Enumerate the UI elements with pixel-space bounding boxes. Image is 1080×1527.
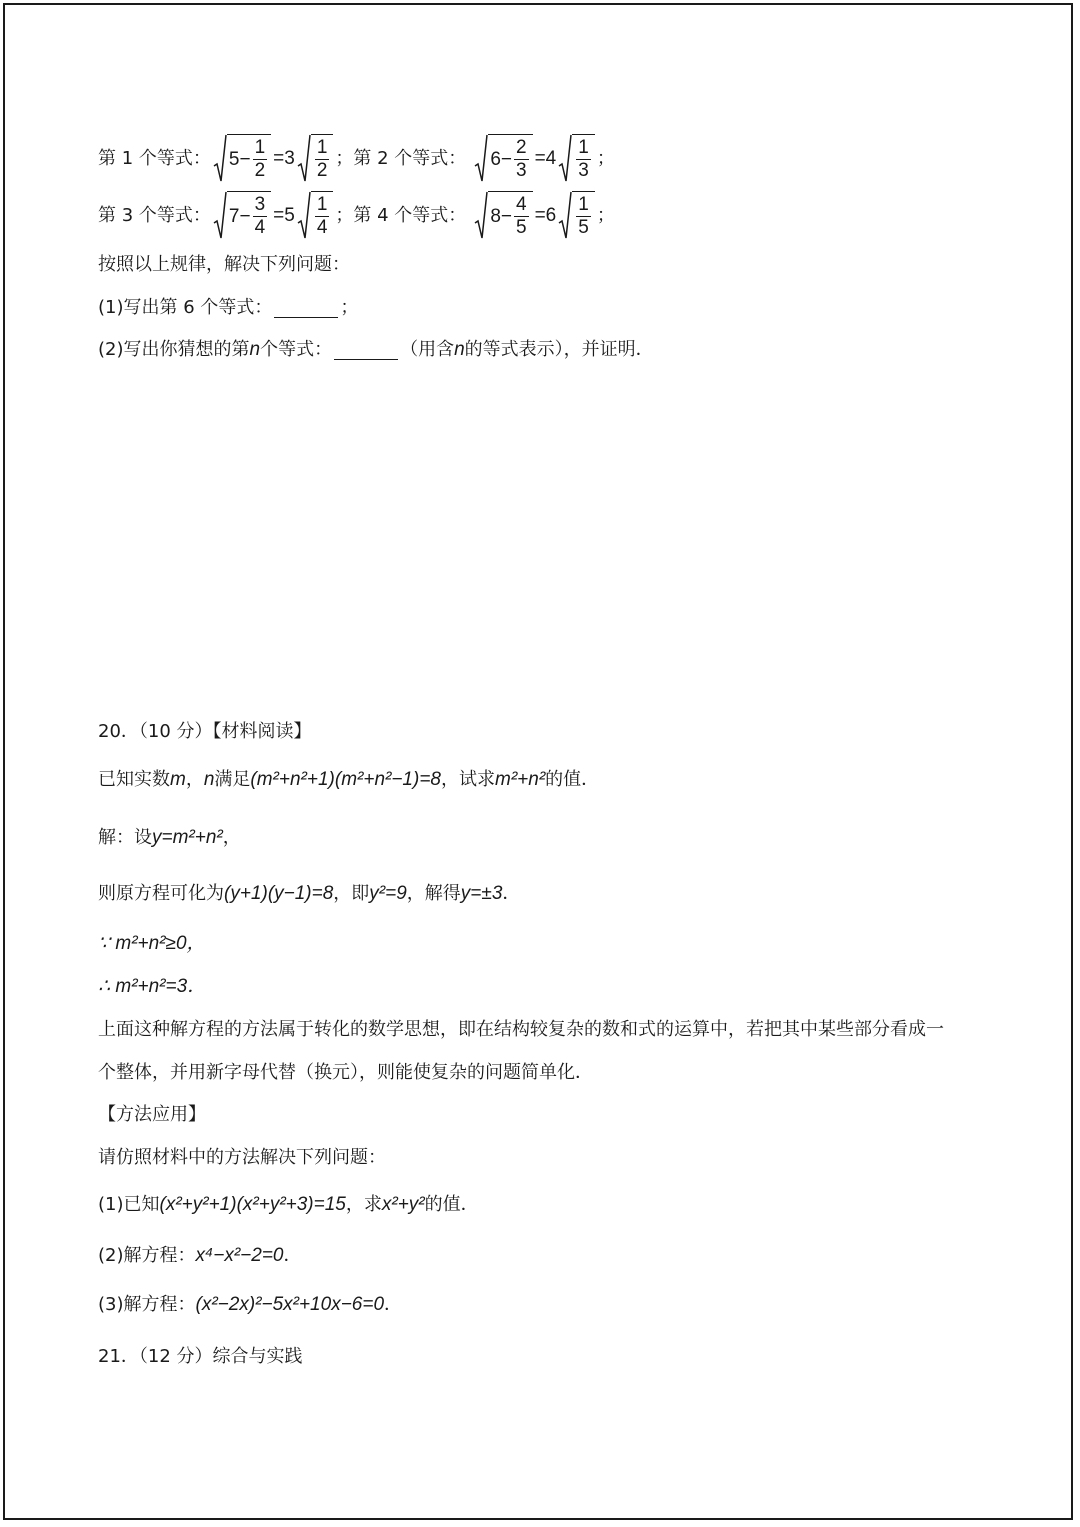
sep1: ； <box>335 148 354 169</box>
eq2-rhs-radical <box>558 134 595 184</box>
q19-part2-text-d: 的等式表示），并证明． <box>464 339 654 360</box>
q21-header: 21．（12 分）综合与实践 <box>98 1346 303 1367</box>
method-paragraph-2: 个整体，并用新字母代替（换元），则能使复杂的问题简单化． <box>98 1062 593 1083</box>
transform-text-d: ． <box>502 883 521 904</box>
var-n-2: n <box>454 339 465 360</box>
q20-solution-set <box>98 826 241 850</box>
eq1-rhs-radical <box>297 134 334 184</box>
app2-equation: x⁴−x²−2=0 <box>195 1245 284 1266</box>
q20-header: 20．（10 分）【材料阅读】 <box>98 721 312 742</box>
transform-equation-3: y=±3 <box>460 883 503 904</box>
substitution-equation: y=m²+n² <box>152 827 223 848</box>
q19-intro: 按照以上规律，解决下列问题： <box>98 254 350 275</box>
q20-given <box>98 768 599 792</box>
answer-blank-1[interactable] <box>274 299 338 318</box>
eq4-rhs-radical <box>558 191 595 241</box>
app1-equation: (x²+y²+1)(x²+y²+3)=15 <box>159 1194 346 1215</box>
eq4-a: 8− <box>490 205 512 227</box>
app1-text-b: ，求 <box>345 1194 382 1215</box>
eq4-label: 第 4 个等式： <box>353 205 467 226</box>
sep2: ； <box>335 205 354 226</box>
given-text-b: 满足 <box>214 769 251 790</box>
given-comma: ， <box>185 769 204 790</box>
app2-text-a: (2)解方程： <box>98 1245 196 1266</box>
app3-text-b: ． <box>384 1294 403 1315</box>
eq2-label: 第 2 个等式： <box>353 148 467 169</box>
eq1-label: 第 1 个等式： <box>98 148 211 169</box>
end1: ； <box>596 148 615 169</box>
var-m: m <box>170 769 186 790</box>
eq3-mid: =5 <box>273 205 295 226</box>
equation-row-2 <box>98 191 615 241</box>
app1-text-a: (1)已知 <box>98 1194 160 1215</box>
eq1-mid: =3 <box>273 148 295 169</box>
given-equation: (m²+n²+1)(m²+n²−1)=8 <box>250 769 441 790</box>
eq1-frac1: $\frac{1}{2}$ <box>254 137 266 181</box>
q19-part2-text-b: 个等式： <box>260 339 333 360</box>
eq4-lhs-radical <box>474 191 532 241</box>
method-instruction: 请仿照材料中的方法解决下列问题： <box>98 1147 386 1168</box>
app2-text-b: ． <box>283 1245 302 1266</box>
eq3-lhs-radical <box>213 191 271 241</box>
eq4-mid: =6 <box>534 205 557 226</box>
q19-part1 <box>98 296 358 320</box>
q19-part1-text: (1)写出第 6 个等式： <box>98 297 273 318</box>
eq2-frac1: $\frac{2}{3}$ <box>515 137 527 181</box>
application-3 <box>98 1293 402 1317</box>
eq2-a: 6− <box>490 148 512 170</box>
transform-equation: (y+1)(y−1)=8 <box>224 883 334 904</box>
application-1 <box>98 1193 479 1217</box>
application-2 <box>98 1244 301 1268</box>
q19-part2-text-a: (2)写出你猜想的第 <box>98 339 250 360</box>
app3-equation: (x²−2x)²−5x²+10x−6=0 <box>195 1294 385 1315</box>
var-n: n <box>249 339 261 360</box>
given-text-c: ，试求 <box>441 769 495 790</box>
eq3-rhs-radical <box>297 191 334 241</box>
eq1-frac2: $\frac{1}{2}$ <box>316 137 328 181</box>
given-expression: m²+n² <box>495 769 546 790</box>
given-text-a: 已知实数 <box>98 769 170 790</box>
given-text-d: 的值． <box>545 769 600 790</box>
eq2-mid: =4 <box>534 148 557 169</box>
equation-row-1 <box>98 134 615 184</box>
eq1-a: 5− <box>228 148 251 170</box>
eq2-lhs-radical <box>474 134 532 184</box>
var-n-q20: n <box>203 769 215 790</box>
q19-part2-text-c: （用含 <box>400 339 455 360</box>
eq2-frac2: $\frac{1}{3}$ <box>578 137 589 181</box>
end2: ； <box>596 205 615 226</box>
transform-text-c: ，解得 <box>406 883 461 904</box>
answer-blank-2[interactable] <box>334 341 398 360</box>
eq4-frac2: $\frac{1}{5}$ <box>578 194 589 238</box>
method-heading: 【方法应用】 <box>98 1104 206 1125</box>
eq3-label: 第 3 个等式： <box>98 205 211 226</box>
method-paragraph-1: 上面这种解方程的方法属于转化的数学思想，即在结构较复杂的数和式的运算中，若把其中某些部分看成一 <box>98 1019 944 1040</box>
transform-text-b: ，即 <box>333 883 370 904</box>
because-line: ∵ m²+n²≥0， <box>98 933 206 954</box>
q20-transform <box>98 882 520 906</box>
eq1-lhs-radical <box>213 134 271 184</box>
eq3-frac1: $\frac{3}{4}$ <box>254 194 266 238</box>
solution-text-a: 解：设 <box>98 827 152 848</box>
q19-part1-end: ； <box>340 297 359 318</box>
therefore-line: ∴ m²+n²=3． <box>98 976 207 997</box>
solution-text-b: ， <box>222 827 241 848</box>
app1-expression: x²+y² <box>381 1194 425 1215</box>
eq3-a: 7− <box>228 205 251 227</box>
app1-text-c: 的值． <box>424 1194 479 1215</box>
app3-text-a: (3)解方程： <box>98 1294 196 1315</box>
transform-equation-2: y²=9 <box>369 883 407 904</box>
q19-part2 <box>98 338 654 362</box>
eq4-frac1: $\frac{4}{5}$ <box>515 194 527 238</box>
transform-text-a: 则原方程可化为 <box>98 883 224 904</box>
eq3-frac2: $\frac{1}{4}$ <box>316 194 328 238</box>
